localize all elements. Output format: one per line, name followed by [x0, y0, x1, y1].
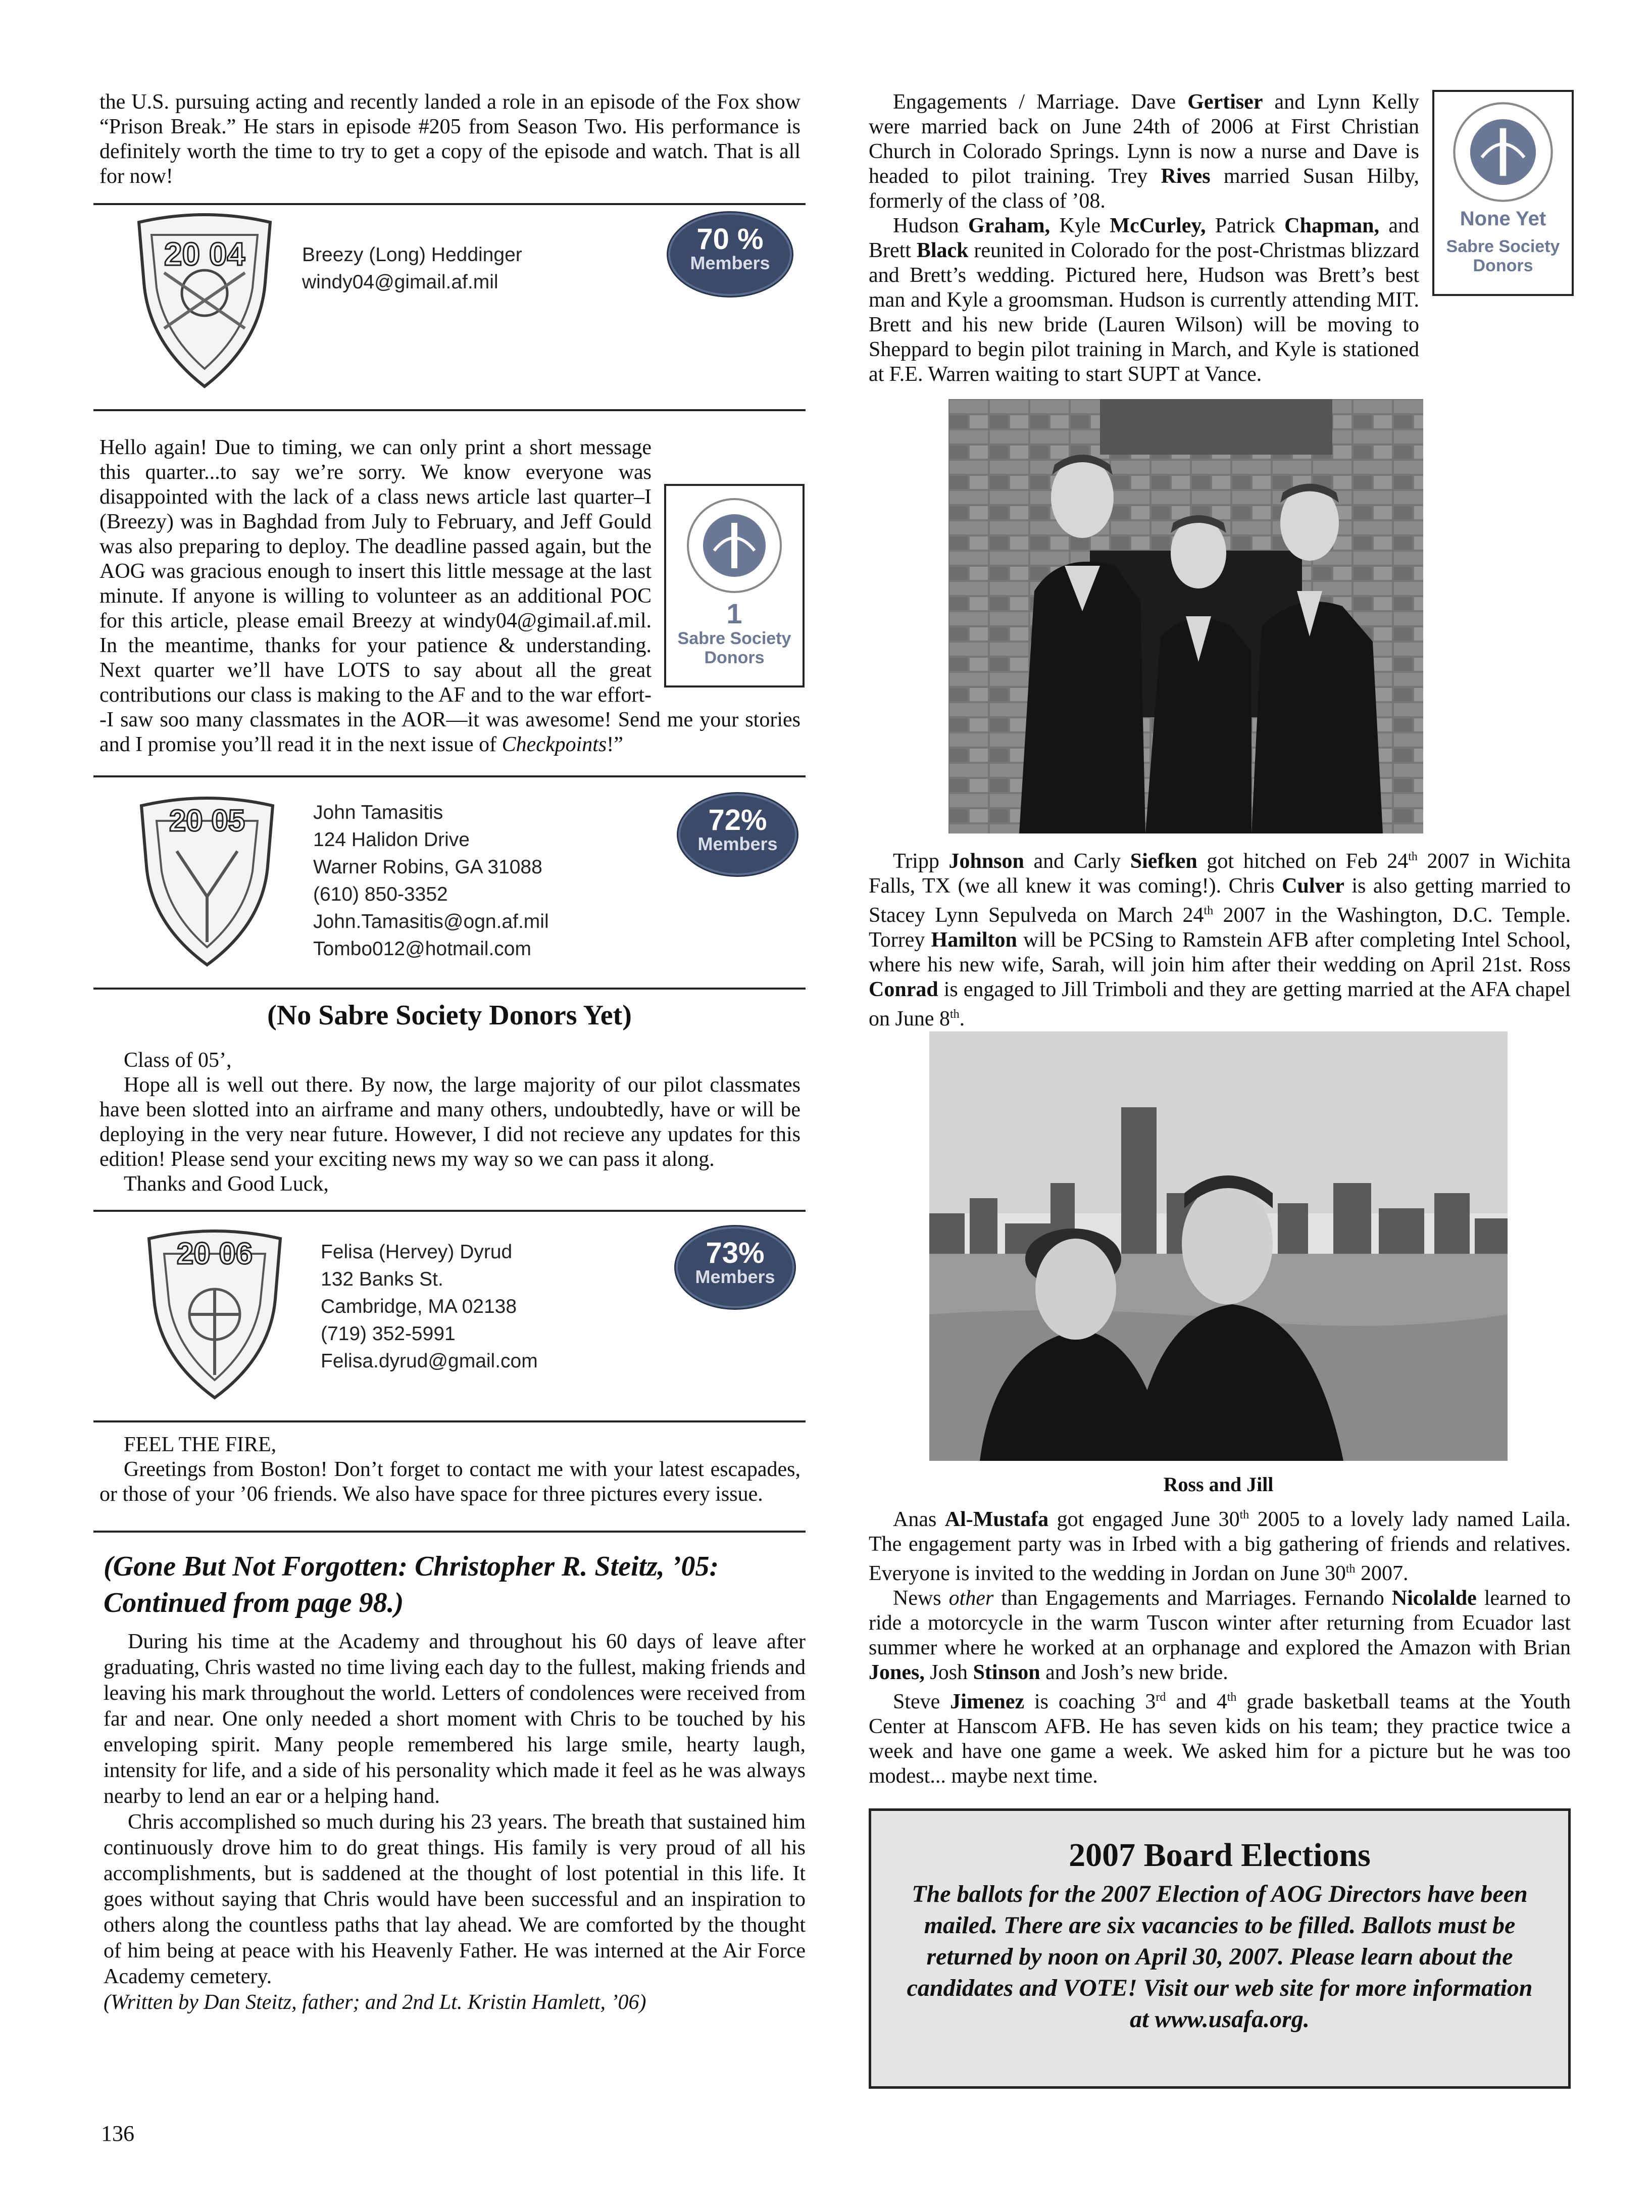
sabre-society-box-right: None Yet Sabre Society Donors — [1432, 90, 1574, 296]
contact-line: (719) 352-5991 — [321, 1323, 456, 1345]
crest-year-text: 20 06 — [176, 1237, 253, 1270]
intro-paragraph: the U.S. pursuing acting and recently landed a role in an episode of the Fox show “Prison Break.” He stars in episode #205 from Season Two. His performance is definitely worth the time to try to get a copy of the episode and watch. That is all for now! — [99, 90, 800, 188]
gone-but-not-forgotten-heading: (Gone But Not Forgotten: Christopher R. Steitz, ’05: Continued from page 98.) — [104, 1551, 719, 1618]
crest-year-text: 20 05 — [169, 804, 245, 838]
class-2006-crest — [139, 1228, 290, 1405]
class-2006-message: FEEL THE FIRE, Greetings from Boston! Don’t forget to contact me with your latest escapades, or those of your ’06 friends. We also have space for three pictures every issue. — [99, 1433, 800, 1506]
divider — [93, 409, 806, 411]
class-2004-membership-badge: 70 % Members — [667, 211, 793, 298]
contact-line: Cambridge, MA 02138 — [321, 1296, 517, 1317]
gone-but-not-forgotten-body: During his time at the Academy and throughout his 60 days of leave after graduating, Chris wasted no time living each day to the fullest, making friends and leaving his mark throughout the world. Letters of condolences were received from far and near. One only needed a short moment with Chris to be touched by his enveloping spirit. Many people remembered his large smile, hearty laugh, intensity for life, and a side of his personality which made it feel as he was always nearby to lend an ear or a helping hand. Chris accomplished so much during his 23 years. The breath that sustained him continuously drove him to do great things. His family is very proud of all his accomplishments, but is saddened at the thought of lost potential in this life. It goes without saying that Chris would have been successful and an inspiration to others along the countless paths that lay ahead. We are comforted by the thought of him being at peace with his Heavenly Father. He was interned at the Air Force Academy cemetery. (Written by Dan Steitz, father; and 2nd Lt. Kristin Hamlett, ’06) — [104, 1630, 806, 2014]
contact-email[interactable]: Felisa.dyrud@gmail.com — [321, 1350, 538, 1372]
contact-name: Breezy (Long) Heddinger — [302, 244, 522, 266]
class-2004-message: Hello again! Due to timing, we can only print a short message this quarter...to say we’re sorry. We know everyone was disappointed with the lack of a class news article last quarter–I (Breezy) was in Baghdad from July to February, and Jeff Gould was also preparing to deploy. The deadline passed again, but the AOG was gracious enough to insert this little message at the last minute. If anyone is willing to volunteer as an additional POC for this article, please email Breezy at windy04@gimail.af.mil. In the meantime, thanks for your patience & understanding. Next quarter we’ll have LOTS to say about all the great contributions our class is making to the AF and to the war effort--I saw soo many classmates in the AOR—it was awesome! Send me your stories and I promise you’ll read it in the next issue of Checkpoints!” — [99, 436, 800, 756]
contact-line: Warner Robins, GA 31088 — [313, 856, 542, 878]
class-2006-contact — [321, 1239, 538, 1375]
divider — [93, 775, 806, 777]
contact-line: 132 Banks St. — [321, 1268, 443, 1290]
no-sabre-donors-heading: (No Sabre Society Donors Yet) — [267, 1000, 632, 1031]
divider — [93, 1420, 806, 1422]
groomsmen-photo — [948, 399, 1423, 833]
class-2005-contact — [313, 799, 549, 963]
sabre-society-box-2004: 1 Sabre Society Donors — [664, 484, 805, 687]
contact-line: Felisa (Hervey) Dyrud — [321, 1241, 513, 1263]
contact-email[interactable]: Tombo012@hotmail.com — [313, 938, 531, 960]
divider — [93, 1210, 806, 1212]
divider — [93, 1531, 806, 1533]
contact-line: John Tamasitis — [313, 802, 443, 823]
class-2005-crest — [131, 796, 283, 972]
engagements-continued-text: Anas Al-Mustafa got engaged June 30th 2005 to a lovely lady named Laila. The engagement party was in Irbed with a big gathering of friends and relatives. Everyone is invited to the wedding in Jordan on June 30th 2007. News other than Engagements and Marriages. Fernando Nicolalde learned to ride a motorcycle in the warm Tuscon winter after returning from Ecuador last summer where he worked at an orphanage and explored the Amazon with Brian Jones, Josh Stinson and Josh’s new bride. Steve Jimenez is coaching 3rd and 4th grade basketball teams at the Youth Center at Hanscom AFB. He has seven kids on his team; they practice twice a week and have one game a week. We asked him for a picture but he was too modest... maybe next time. — [869, 1508, 1571, 1788]
crest-year-text: 20 04 — [164, 236, 245, 272]
contact-line: 124 Halidon Drive — [313, 829, 470, 851]
engagements-text: Engagements / Marriage. Dave Gertiser and Lynn Kelly were married back on June 24th of 2006 at First Christian Church in Colorado Springs. Lynn is now a nurse and Dave is headed to pilot training. Trey Rives married Susan Hilby, formerly of the class of ’08. Hudson Graham, Kyle McCurley, Patrick Chapman, and Brett Black reunited in Colorado for the post-Christmas blizzard and Brett’s wedding. Pictured here, Hudson was Brett’s best man and Kyle a groomsman. Hudson is currently attending MIT. Brett and his new bride (Lauren Wilson) will be moving to Sheppard to begin pilot training in March, and Kyle is stationed at F.E. Warren waiting to start SUPT at Vance. — [869, 90, 1419, 386]
class-2005-message: Class of 05’, Hope all is well out there. By now, the large majority of our pilot classmates have been slotted into an airframe and many others, undoubtedly, have or will be deploying in the very near future. However, I did not recieve any updates for this edition! Please send your exciting news my way so we can pass it along. Thanks and Good Luck, — [99, 1049, 800, 1196]
tripp-johnson-text: Tripp Johnson and Carly Siefken got hitched on Feb 24th 2007 in Wichita Falls, TX (we all knew it was coming!). Chris Culver is also getting married to Stacey Lynn Sepulveda on March 24th 2007 in the Washington, D.C. Temple. Torrey Hamilton will be PCSing to Ramstein AFB after completing Intel School, where his new wife, Sarah, will join him after their wedding on April 21st. Ross Conrad is engaged to Jill Trimboli and they are getting married at the AFA chapel on June 8th. — [869, 850, 1571, 1030]
ross-and-jill-photo-image — [929, 1031, 1508, 1461]
divider — [93, 203, 806, 205]
class-2005-membership-badge: 72% Members — [677, 792, 798, 877]
class-2004-contact — [302, 241, 522, 296]
board-elections-title: 2007 Board Elections — [1069, 1837, 1371, 1874]
ross-and-jill-photo — [929, 1031, 1508, 1461]
board-elections-box — [869, 1808, 1571, 2089]
photo-caption-ross-and-jill: Ross and Jill — [1163, 1473, 1274, 1496]
divider — [93, 988, 806, 990]
page-number: 136 — [101, 2121, 134, 2146]
class-2006-membership-badge: 73% Members — [674, 1225, 796, 1310]
class-2004-crest — [129, 212, 280, 394]
contact-email[interactable]: John.Tamasitis@ogn.af.mil — [313, 911, 549, 932]
groomsmen-photo-image — [948, 399, 1423, 833]
board-elections-body: The ballots for the 2007 Election of AOG Directors have been mailed. There are six vacancies to be filled. Ballots must be returned by noon on April 30, 2007. Please learn about the candidates and VOTE! Visit our web site for more information at www.usafa.org. — [907, 1881, 1533, 2033]
contact-line: (610) 850-3352 — [313, 883, 448, 905]
contact-email[interactable]: windy04@gimail.af.mil — [302, 271, 498, 293]
